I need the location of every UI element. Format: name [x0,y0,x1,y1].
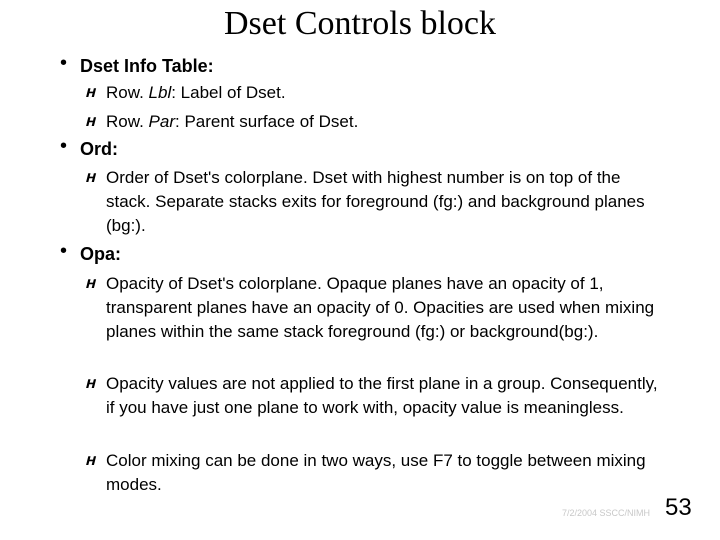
bullet-icon: H [84,86,98,100]
list-item-ord-description [84,166,666,238]
footer-date-org: 7/2/2004 SSCC/NIMH [562,508,651,518]
bullet-icon: H [84,171,98,185]
bullet-icon: • [60,240,68,262]
section-heading-dset-info-table [60,52,214,77]
item-text: : Label of Dset. [171,83,286,102]
item-text: Color mixing can be done in two ways, use F7 to toggle between mixing modes. [106,451,646,494]
slide-title: Dset Controls block [224,5,496,42]
item-text: : Parent surface of Dset. [175,112,359,131]
list-item-opa-description [84,272,666,344]
list-item-color-mixing [84,449,666,497]
heading-text: Ord: [80,139,118,159]
item-text: Row. [106,83,149,102]
list-item-row-par [84,110,666,134]
item-text: Order of Dset's colorplane. Dset with highest number is on top of the stack. Separate stacks exits for foreground (fg:) and background planes (bg:). [106,168,645,235]
section-heading-opa [60,240,122,265]
heading-text: Dset Info Table: [80,56,214,76]
item-text: Opacity values are not applied to the first plane in a group. Consequently, if you have just one plane to work with, opacity value is meaningless. [106,374,658,417]
item-text: Opacity of Dset's colorplane. Opaque planes have an opacity of 1, transparent planes have an opacity of 0. Opacities are used when mixing planes within the same stack foreground (fg:) or background(bg:). [106,274,655,341]
bullet-icon: H [84,277,98,291]
item-text: Row. [106,112,149,131]
bullet-icon: • [60,135,68,157]
section-heading-ord [60,135,118,160]
page-number: 53 [665,494,692,521]
item-text-italic: Par [148,112,175,131]
bullet-icon: H [84,454,98,468]
list-item-opa-first-plane [84,372,666,420]
bullet-icon: H [84,377,98,391]
heading-text: Opa: [80,244,122,264]
bullet-icon: H [84,115,98,129]
list-item-row-lbl [84,81,666,105]
item-text-italic: Lbl [148,83,172,102]
bullet-icon: • [60,52,68,74]
